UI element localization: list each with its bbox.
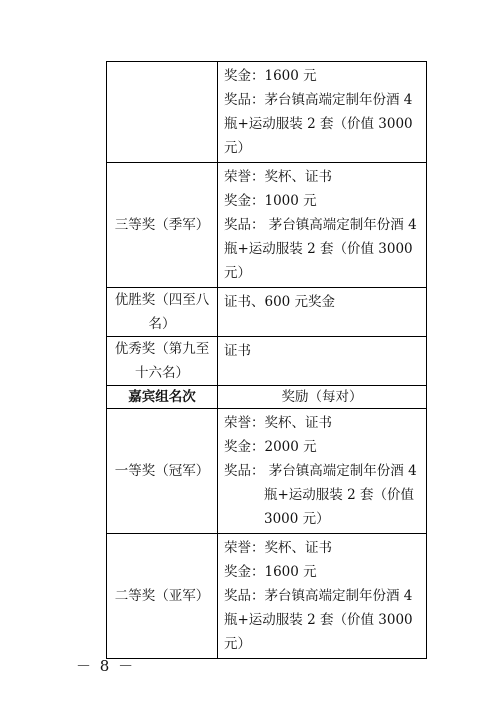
rank-cell: 一等奖（冠军） xyxy=(107,409,218,534)
reward-line: 荣誉：奖杯、证书 xyxy=(224,415,332,431)
table-row xyxy=(107,163,427,288)
reward-line: 元） xyxy=(224,636,251,652)
reward-line: 奖品：茅台镇高端定制年份酒 4 xyxy=(224,588,413,604)
reward-line: 荣誉：奖杯、证书 xyxy=(224,169,332,185)
reward-line: 证书、600 元奖金 xyxy=(224,294,336,310)
reward-cell xyxy=(218,62,427,163)
reward-line: 瓶+运动服装 2 套（价值 3000 xyxy=(224,241,413,257)
rank-line: 名） xyxy=(148,316,176,332)
reward-line: 瓶+运动服装 2 套（价值 xyxy=(264,487,414,503)
rank-cell xyxy=(107,337,218,386)
rank-cell: 三等奖（季军） xyxy=(107,163,218,288)
reward-line: 奖金：1000 元 xyxy=(224,193,317,209)
table-header-row xyxy=(107,386,427,409)
reward-cell xyxy=(218,534,427,659)
awards-table xyxy=(106,61,427,659)
reward-line: 证书 xyxy=(224,343,251,359)
reward-line: 奖金：1600 元 xyxy=(224,68,317,84)
column-header-reward: 奖励（每对） xyxy=(218,386,427,409)
reward-line: 荣誉：奖杯、证书 xyxy=(224,540,332,556)
rank-cell xyxy=(107,288,218,337)
table-row xyxy=(107,62,427,163)
rank-line: 优秀奖（第九至 xyxy=(114,341,210,357)
reward-cell xyxy=(218,163,427,288)
rank-cell: 二等奖（亚军） xyxy=(107,534,218,659)
reward-cell xyxy=(218,409,427,534)
reward-line: 3000 元） xyxy=(264,511,330,527)
reward-line: 奖金：1600 元 xyxy=(224,564,317,580)
page-number: － 8 － xyxy=(76,657,136,675)
reward-line: 奖品： 茅台镇高端定制年份酒 4 xyxy=(224,217,417,233)
reward-line: 奖金：2000 元 xyxy=(224,439,317,455)
table-row xyxy=(107,337,427,386)
reward-line: 元） xyxy=(224,140,251,156)
rank-line: 十六名） xyxy=(135,365,189,381)
column-header-rank: 嘉宾组名次 xyxy=(107,386,218,409)
reward-line: 奖品：茅台镇高端定制年份酒 4 xyxy=(224,92,413,108)
reward-cell xyxy=(218,288,427,337)
rank-cell xyxy=(107,62,218,163)
reward-line: 瓶+运动服装 2 套（价值 3000 xyxy=(224,116,413,132)
reward-line: 元） xyxy=(224,265,251,281)
table-row xyxy=(107,288,427,337)
table-row xyxy=(107,409,427,534)
rank-line: 优胜奖（四至八 xyxy=(114,292,210,308)
reward-line: 瓶+运动服装 2 套（价值 3000 xyxy=(224,612,413,628)
reward-cell xyxy=(218,337,427,386)
table-row xyxy=(107,534,427,659)
reward-line: 奖品： 茅台镇高端定制年份酒 4 xyxy=(224,463,417,479)
